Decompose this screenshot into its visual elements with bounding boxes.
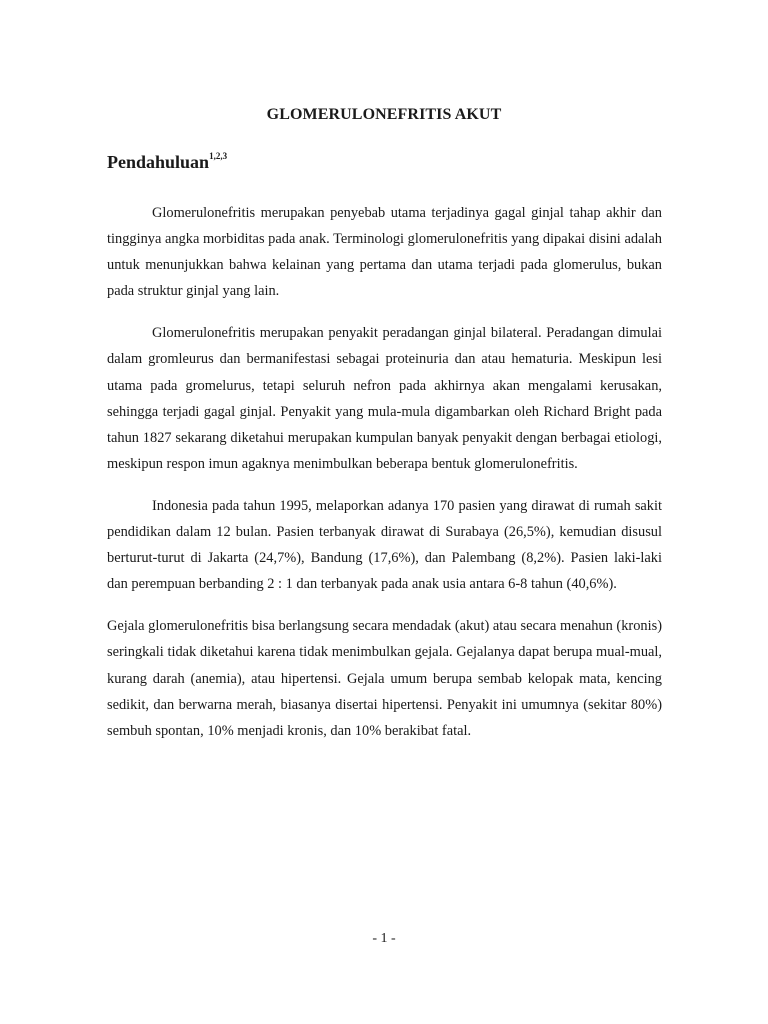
page-number: - 1 -: [372, 931, 396, 946]
citation-superscript: 1,2,3: [209, 151, 228, 161]
paragraph-3: Indonesia pada tahun 1995, melaporkan adanya 170 pasien yang dirawat di rumah sakit pendidikan dalam 12 bulan. Pasien terbanyak dirawat di Surabaya (26,5%), kemudian disusul berturut-turut di Jakarta (24,7%), Bandung (17,6%), dan Palembang (8,2%). Pasien laki-laki dan perempuan berbanding 2 : 1 dan terbanyak pada anak usia antara 6-8 tahun (40,6%).: [107, 497, 662, 593]
section-heading: [107, 152, 227, 173]
body-text: [107, 200, 662, 760]
section-heading-text: Pendahuluan: [107, 152, 210, 172]
paragraph-1: Glomerulonefritis merupakan penyebab utama terjadinya gagal ginjal tahap akhir dan tingginya angka morbiditas pada anak. Terminologi glomerulonefritis yang dipakai disini adalah untuk menunjukkan bahwa kelainan yang pertama dan utama terjadi pada glomerulus, bukan pada struktur ginjal yang lain.: [107, 205, 662, 300]
document-title: GLOMERULONEFRITIS AKUT: [266, 106, 502, 123]
paragraph-4: Gejala glomerulonefritis bisa berlangsung secara mendadak (akut) atau secara menahun (kronis) seringkali tidak diketahui karena tidak menimbulkan gejala. Gejalanya dapat berupa mual-mual, kurang darah (anemia), atau hipertensi. Gejala umum berupa sembab kelopak mata, kencing sedikit, dan berwarna merah, biasanya disertai hipertensi. Penyakit ini umumnya (sekitar 80%) sembuh spontan, 10% menjadi kronis, dan 10% berakibat fatal.: [107, 618, 662, 739]
paragraph-2: Glomerulonefritis merupakan penyakit peradangan ginjal bilateral. Peradangan dimulai dalam gromleurus dan bermanifestasi sebagai proteinuria dan atau hematuria. Meskipun lesi utama pada gromelurus, tetapi seluruh nefron pada akhirnya akan mengalami kerusakan, sehingga terjadi gagal ginjal. Penyakit yang mula-mula digambarkan oleh Richard Bright pada tahun 1827 sekarang diketahui merupakan kumpulan banyak penyakit dengan berbagai etiologi, meskipun respon imun agaknya menimbulkan beberapa bentuk glomerulonefritis.: [107, 325, 662, 472]
